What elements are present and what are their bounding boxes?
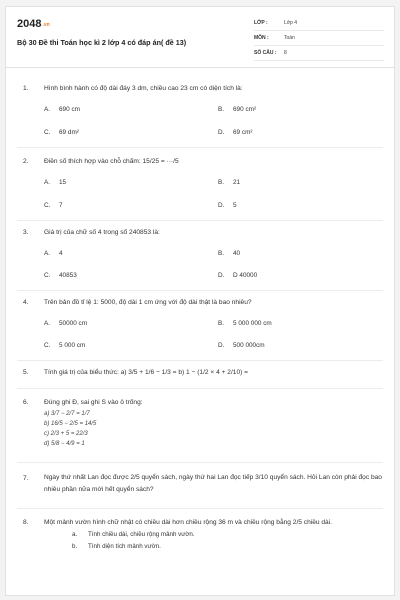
option-text: 5 [233,202,237,209]
option-text: 7 [59,202,63,209]
question-number: 2. [23,158,29,165]
sub-question-b [72,543,161,550]
option-text: 690 cm² [233,106,257,113]
list-item: d) 5/8 − 4/9 = 1 [44,441,85,447]
subject-label: MÔN : [254,35,269,41]
option-letter: B. [218,320,225,327]
sub-question-a [72,531,195,538]
site-logo[interactable] [17,18,50,30]
divider [17,462,383,463]
option-letter: A. [44,250,51,257]
count-value: 8 [284,50,287,56]
count-label: SỐ CÂU : [254,50,277,56]
option-text: 40853 [59,272,77,279]
option-letter: D. [218,272,225,279]
option-letter: A. [44,106,51,113]
sub-question-text: Tính chiều dài, chiều rộng mảnh vườn. [88,531,195,538]
class-value: Lớp 4 [284,20,298,26]
meta-class [254,16,384,31]
option-letter: C. [44,342,51,349]
option-letter: C. [44,129,51,136]
option-text: 5 000 000 cm [233,320,272,327]
question-text: Tính giá trị của biểu thức: a) 3/5 + 1/6 − 1/3 = b) 1 − (1/2 × 4 + 2/10) = [44,369,249,376]
list-item: c) 2/3 + 5 = 22/3 [44,431,88,437]
question-number: 7. [23,475,29,482]
option-text: 4 [59,250,63,257]
meta-subject [254,31,384,46]
question-number: 3. [23,229,29,236]
question-text: Ngày thứ nhất Lan đọc được 2/5 quyển sách, ngày thứ hai Lan đọc tiếp 3/10 quyển sách. Hỏi Lan còn phải đọc bao nhiêu phần nữa mới hết quyển sách? [44,474,382,493]
option-letter: A. [44,179,51,186]
option-letter: D. [218,129,225,136]
divider [17,147,383,148]
question-text: Một mảnh vườn hình chữ nhật có chiều dài hơn chiều rộng 36 m và chiều rộng bằng 2/5 chiều dài. [44,519,332,526]
question-text: Điền số thích hợp vào chỗ chấm: 15/25 = ···/5 [44,158,179,165]
option-letter: C. [44,272,51,279]
meta-count [254,46,384,61]
sub-question-letter: a. [72,531,78,538]
question-text: Giá trị của chữ số 4 trong số 240853 là: [44,229,160,236]
question-text: Hình bình hành có độ dài đáy 3 dm, chiều cao 23 cm có diện tích là: [44,85,243,92]
option-letter: B. [218,179,225,186]
divider [17,360,383,361]
option-text: 690 cm [59,106,80,113]
sub-question-text: Tính diện tích mảnh vườn. [88,543,161,550]
option-text: 50000 cm [59,320,88,327]
question-number: 1. [23,85,29,92]
option-text: 69 dm² [59,129,79,136]
question-number: 4. [23,299,29,306]
question-number: 8. [23,519,29,526]
divider [17,508,383,509]
option-text: 69 cm² [233,129,253,136]
option-letter: D. [218,342,225,349]
exam-page [5,6,395,596]
class-label: LỚP : [254,20,268,26]
logo-text: 2048 [17,18,42,30]
option-letter: B. [218,250,225,257]
option-text: 5 000 cm [59,342,86,349]
divider [17,220,383,221]
option-text: D 40000 [233,272,258,279]
page-title: Bộ 30 Đề thi Toán học kì 2 lớp 4 có đáp án( đề 13) [17,38,187,47]
option-letter: D. [218,202,225,209]
question-text: Trên bản đồ tỉ lệ 1: 5000, độ dài 1 cm ứng với độ dài thật là bao nhiêu? [44,299,252,306]
divider [17,290,383,291]
header [6,7,394,68]
sub-question-letter: b. [72,543,78,550]
option-text: 21 [233,179,241,186]
question-number: 5. [23,369,29,376]
question-number: 6. [23,399,29,406]
divider [17,388,383,389]
list-item: b) 16/5 − 2/5 = 14/5 [44,421,97,427]
option-letter: A. [44,320,51,327]
option-text: 40 [233,250,241,257]
option-text: 500 000cm [233,342,265,349]
option-text: 15 [59,179,67,186]
logo-suffix: .vn [42,22,50,28]
subject-value: Toán [284,35,295,41]
option-letter: C. [44,202,51,209]
true-false-list [44,411,96,451]
question-text: Đúng ghi Đ, sai ghi S vào ô trống: [44,399,143,406]
list-item: a) 3/7 − 2/7 = 1/7 [44,411,90,417]
option-letter: B. [218,106,225,113]
